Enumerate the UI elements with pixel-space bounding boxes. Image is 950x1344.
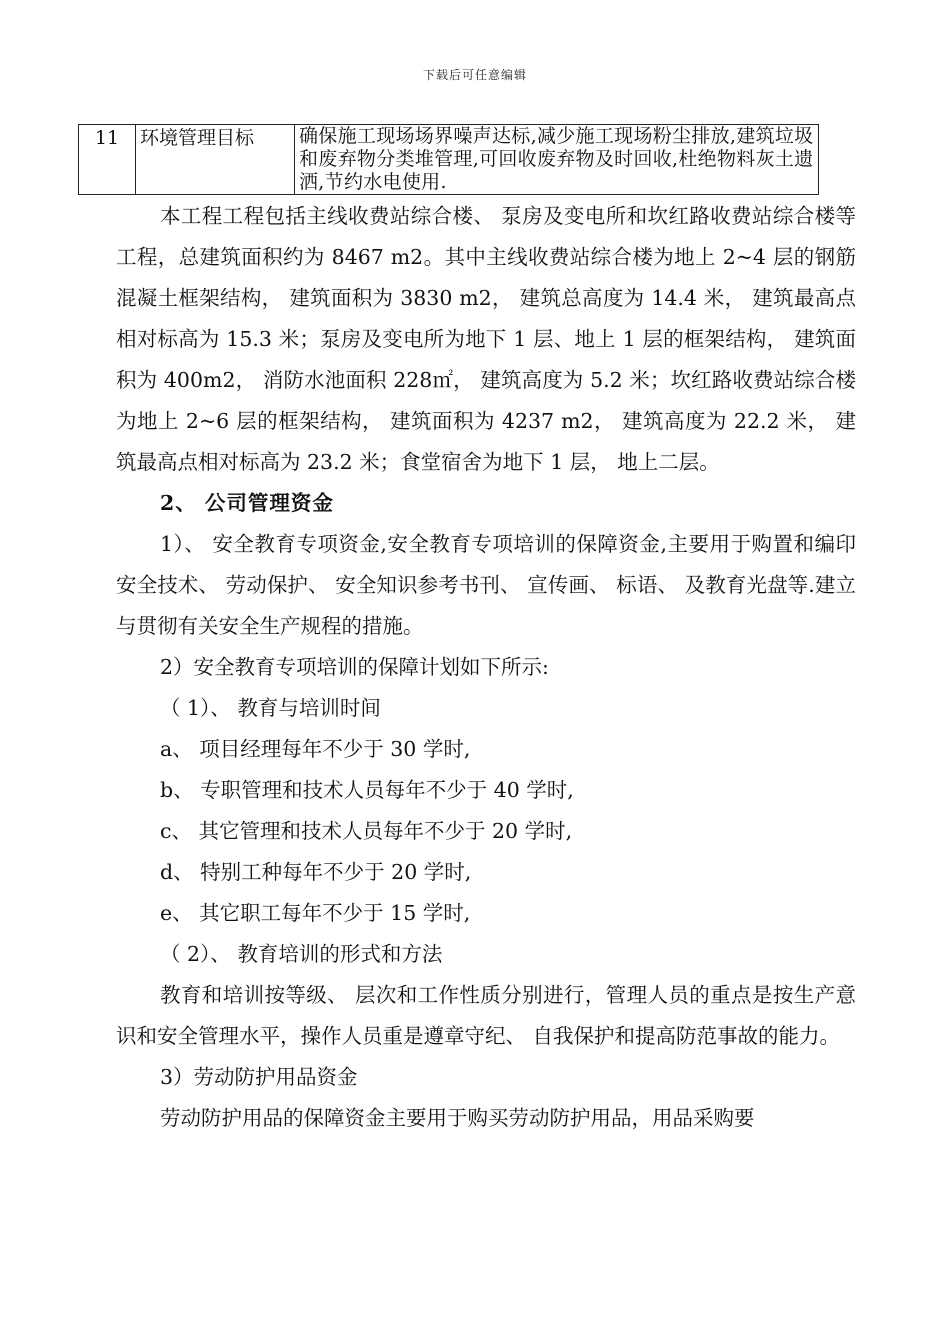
list-item: e、 其它职工每年不少于 15 学时,: [160, 901, 471, 925]
row-content-cell: 确保施工现场场界噪声达标,减少施工现场粉尘排放,建筑垃圾和废弃物分类堆管理,可回收废弃物及时回收,杜绝物料灰土遗洒,节约水电使用.: [295, 125, 819, 195]
list-item: a、 项目经理每年不少于 30 学时,: [160, 737, 471, 761]
page-header-note: 下载后可任意编辑: [422, 68, 527, 82]
row-number-cell: 11: [79, 125, 136, 195]
subheading-1: （ 1）、 教育与培训时间: [160, 696, 381, 720]
list-item: d、 特别工种每年不少于 20 学时,: [160, 860, 472, 884]
environment-goal-table: [78, 124, 819, 195]
training-method-paragraph: 教育和培训按等级、 层次和工作性质分别进行，管理人员的重点是按生产意识和安全管理水平，操作人员重是遵章守纪、 自我保护和提高防范事故的能力。: [116, 983, 856, 1048]
project-overview-paragraph: 本工程工程包括主线收费站综合楼、 泵房及变电所和坎红路收费站综合楼等工程，总建筑面积约为 8467 m2。其中主线收费站综合楼为地上 2~4 层的钢筋混凝土框架结构， 建筑面积为 3830 m2， 建筑总高度为 14.4 米， 建筑最高点相对标高为 15.3 米；泵房及变电所为地下 1 层、地上 1 层的框架结构， 建筑面积为 400m2， 消防水池面积 228㎡， 建筑高度为 5.2 米；坎红路收费站综合楼为地上 2~6 层的框架结构， 建筑面积为 4237 m2， 建筑高度为 22.2 米， 建筑最高点相对标高为 23.2 米；食堂宿舍为地下 1 层， 地上二层。: [116, 204, 856, 474]
item-1-paragraph: 1）、 安全教育专项资金,安全教育专项培训的保障资金,主要用于购置和编印安全技术、 劳动保护、 安全知识参考书刊、 宣传画、 标语、 及教育光盘等.建立与贯彻有关安全生产规程的措施。: [116, 532, 856, 638]
ppe-funding-paragraph: 劳动防护用品的保障资金主要用于购买劳动防护用品，用品采购要: [160, 1106, 755, 1130]
list-item: c、 其它管理和技术人员每年不少于 20 学时,: [160, 819, 573, 843]
item-3-paragraph: 3）劳动防护用品资金: [160, 1065, 358, 1089]
document-body: [116, 196, 856, 1139]
row-name-cell: 环境管理目标: [136, 125, 295, 195]
subheading-2: （ 2）、 教育培训的形式和方法: [160, 942, 443, 966]
section-heading: 2、 公司管理资金: [160, 491, 334, 515]
table-row: [79, 125, 819, 195]
list-item: b、 专职管理和技术人员每年不少于 40 学时,: [160, 778, 574, 802]
item-2-paragraph: 2）安全教育专项培训的保障计划如下所示:: [160, 655, 549, 679]
